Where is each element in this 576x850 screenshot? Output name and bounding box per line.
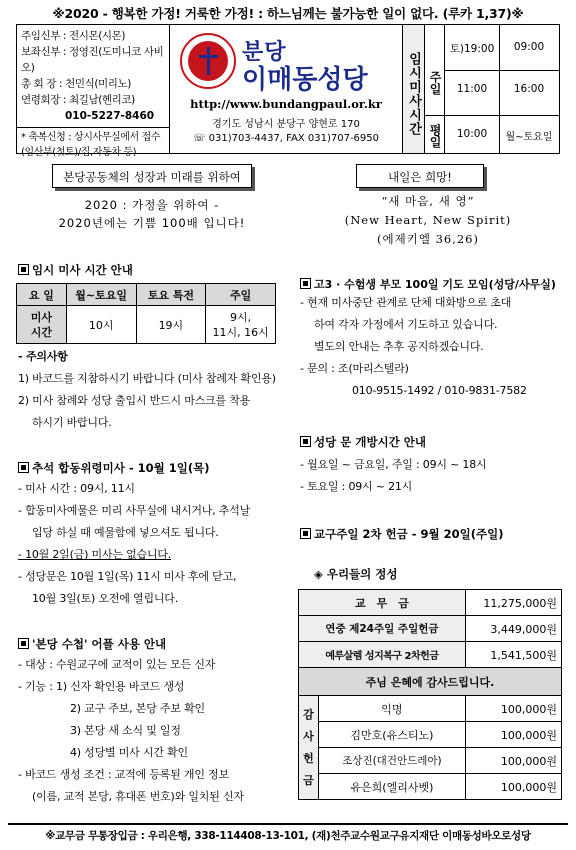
thanks-row: 주님 은혜에 감사드립니다. bbox=[299, 668, 562, 696]
list-item: 3) 본당 새 소식 및 일정 bbox=[70, 724, 181, 737]
sunday-time-1: 09:00 bbox=[513, 41, 545, 53]
list-item: - 토요일 : 09시 ~ 21시 bbox=[300, 480, 413, 493]
donor-value: 100,000원 bbox=[465, 696, 561, 722]
list-item: - 성당문은 10월 1일(목) 11시 미사 후에 닫고, bbox=[18, 570, 237, 583]
collection-value: 11,275,000원 bbox=[465, 590, 561, 616]
collection-value: 3,449,000원 bbox=[465, 616, 561, 642]
table-header: 월~토요일 bbox=[66, 284, 136, 306]
bulletin-header bbox=[16, 24, 560, 158]
church-identity bbox=[170, 25, 402, 153]
app-title: '본당 수첩' 어플 사용 안내 bbox=[18, 636, 166, 652]
donor-name: 조상진(대건안드레아) bbox=[319, 748, 466, 774]
open-hours-title: 성당 문 개방시간 안내 bbox=[300, 434, 426, 450]
table-header: 토요 특전 bbox=[136, 284, 206, 306]
mass-time-table bbox=[16, 283, 276, 344]
table-cell: 9시, 11시, 16시 bbox=[206, 306, 276, 344]
caution-item-cont: 하시기 바랍니다. bbox=[32, 416, 112, 429]
donor-value: 100,000원 bbox=[465, 748, 561, 774]
list-item: 하여 각자 가정에서 기도하고 있습니다. bbox=[314, 318, 498, 331]
list-item: - 미사 시간 : 09시, 11시 bbox=[18, 482, 135, 495]
app-block bbox=[18, 654, 288, 808]
list-item: - 기능 : 1) 신자 확인용 바코드 생성 bbox=[18, 680, 185, 693]
right-heading-line3: (에제키엘 36,26) bbox=[377, 232, 479, 246]
left-heading-text bbox=[16, 196, 288, 232]
church-phone: ☏ 031)703-4437, FAX 031)707-6950 bbox=[192, 133, 379, 144]
list-item: - 문의 : 조(마리스텔라) bbox=[300, 362, 409, 375]
table-header: 주일 bbox=[206, 284, 276, 306]
church-logo bbox=[180, 33, 236, 89]
collection-title: ◈ 우리들의 정성 bbox=[314, 567, 398, 581]
list-item: 2) 교구 주보, 본당 주보 확인 bbox=[70, 702, 205, 715]
blessing-note: * 축복신청 : 상시사무실에서 접수 bbox=[21, 132, 161, 143]
clergy-info bbox=[17, 25, 170, 158]
youth-line: 연령회장 : 최길남(헨리코) bbox=[21, 94, 135, 106]
sunday-label: 주일 bbox=[425, 25, 445, 115]
pastor-line: 주임신부 : 전시몬(시몬) bbox=[21, 30, 126, 42]
collection-value: 1,541,500원 bbox=[465, 642, 561, 668]
list-item: 별도의 안내는 추후 공지하겠습니다. bbox=[314, 340, 484, 353]
mass-schedule-title: 임시미사시간 bbox=[403, 25, 425, 153]
right-heading-text bbox=[296, 192, 560, 249]
contact-phones: 010-9515-1492 / 010-9831-7582 bbox=[352, 384, 527, 397]
thanksgiving-side-label: 감 사 헌 금 bbox=[299, 696, 319, 800]
collection-label: 예루살렘 성지복구 2차헌금 bbox=[299, 642, 466, 668]
list-item: 4) 성당별 미사 시간 확인 bbox=[70, 746, 188, 759]
list-item: - 바코드 생성 조건 : 교적에 등록된 개인 정보 bbox=[18, 768, 229, 781]
row-label: 미사 시간 bbox=[17, 306, 67, 344]
church-name: 이매동성당 bbox=[242, 65, 368, 95]
caution-item: 2) 미사 참례와 성당 출입시 반드시 마스크를 착용 bbox=[18, 394, 251, 407]
donor-name: 익명 bbox=[319, 696, 466, 722]
checkbox-icon bbox=[300, 278, 311, 289]
table-cell: 19시 bbox=[136, 306, 206, 344]
checkbox-icon bbox=[18, 638, 29, 649]
donor-value: 100,000원 bbox=[465, 722, 561, 748]
checkbox-icon bbox=[300, 528, 311, 539]
chuseok-title: 추석 합동위령미사 - 10월 1일(목) bbox=[18, 460, 210, 476]
caution-item: 1) 바코드를 지참하시기 바랍니다 (미사 참례자 확인용) bbox=[18, 372, 276, 385]
donor-name: 김만호(유스티노) bbox=[319, 722, 466, 748]
second-collection-title: 교구주일 2차 헌금 - 9월 20일(주일) bbox=[300, 526, 504, 542]
church-name-top: 분당 bbox=[242, 40, 287, 65]
weekday-label: 평일 bbox=[425, 115, 445, 153]
open-hours-block bbox=[300, 454, 562, 498]
weekday-time: 10:00 bbox=[456, 128, 488, 140]
collection-table bbox=[298, 589, 562, 800]
right-heading-line2: (New Heart, New Spirit) bbox=[344, 213, 512, 227]
sunday-time-3: 16:00 bbox=[513, 83, 545, 95]
list-item: (이름, 교적 본당, 휴대폰 번호)와 일치된 신자 bbox=[32, 790, 244, 803]
right-heading-line1: “새 마음, 새 영” bbox=[381, 194, 475, 208]
list-item: - 월요일 ~ 금요일, 주일 : 09시 ~ 18시 bbox=[300, 458, 487, 471]
list-item: - 현재 미사중단 관계로 단체 대화방으로 초대 bbox=[300, 296, 512, 309]
footer-bank-info: ※교무금 무통장입금 : 우리은행, 338-114408-13-101, (재)천주교수원교구유지재단 이매동성바오로성당 bbox=[45, 830, 531, 842]
right-heading-box: 내일은 희망! bbox=[356, 164, 484, 188]
caution-title: - 주의사항 bbox=[18, 350, 68, 363]
list-item: - 대상 : 수원교구에 교적이 있는 모든 신자 bbox=[18, 658, 216, 671]
phone-line: 010-5227-8460 bbox=[65, 110, 155, 122]
assistant-line: 보좌신부 : 정영진(도미니코 사비오) bbox=[21, 46, 164, 74]
donor-value: 100,000원 bbox=[465, 774, 561, 800]
list-item: 10월 3일(토) 오전에 열립니다. bbox=[32, 592, 179, 605]
sunday-time-2: 11:00 bbox=[456, 83, 488, 95]
chuseok-block bbox=[18, 478, 288, 610]
checkbox-icon bbox=[18, 462, 29, 473]
table-cell: 10시 bbox=[66, 306, 136, 344]
list-item: 입당 하실 때 예물함에 넣으셔도 됩니다. bbox=[32, 526, 219, 539]
table-header: 요 일 bbox=[17, 284, 67, 306]
footer-divider bbox=[8, 823, 568, 825]
checkbox-icon bbox=[300, 436, 311, 447]
collection-label: 교 무 금 bbox=[299, 590, 466, 616]
left-heading-box: 본당공동체의 성장과 미래를 위하여 bbox=[52, 164, 252, 188]
list-item: - 10월 2일(금) 미사는 없습니다. bbox=[18, 548, 172, 561]
left-heading-line1: 2020 : 가정을 위하여 - bbox=[84, 198, 220, 212]
church-address: 경기도 성남시 분당구 양현로 170 bbox=[212, 119, 360, 130]
page-banner: ※2020 - 행복한 가정! 거룩한 가정! : 하느님께는 불가능한 일이 없다. (루카 1,37)※ bbox=[52, 6, 524, 21]
sat-vigil-time: 토)19:00 bbox=[449, 43, 495, 55]
weekday-days: 월~토요일 bbox=[505, 132, 553, 143]
divider bbox=[17, 127, 169, 128]
president-line: 총 회 장 : 천민식(미리노) bbox=[21, 78, 131, 90]
left-heading-line2: 2020년에는 기쁨 100배 입니다! bbox=[58, 216, 246, 230]
checkbox-icon bbox=[18, 264, 29, 275]
mass-notice-title: 임시 미사 시간 안내 bbox=[18, 262, 133, 278]
donor-name: 유은희(엘리사벳) bbox=[319, 774, 466, 800]
exam-block bbox=[300, 292, 562, 402]
caution-block bbox=[18, 346, 288, 434]
collection-label: 연중 제24주일 주일헌금 bbox=[299, 616, 466, 642]
mass-schedule-box bbox=[402, 25, 559, 153]
blessing-note-detail: (임산부(첫토)/집,자동차 등) bbox=[21, 147, 137, 158]
list-item: - 합동미사예물은 미리 사무실에 내시거나, 추석날 bbox=[18, 504, 251, 517]
exam-title: 고3 · 수험생 부모 100일 기도 모임(성당/사무실) bbox=[300, 276, 556, 292]
church-url[interactable]: http://www.bundangpaul.or.kr bbox=[190, 97, 382, 111]
